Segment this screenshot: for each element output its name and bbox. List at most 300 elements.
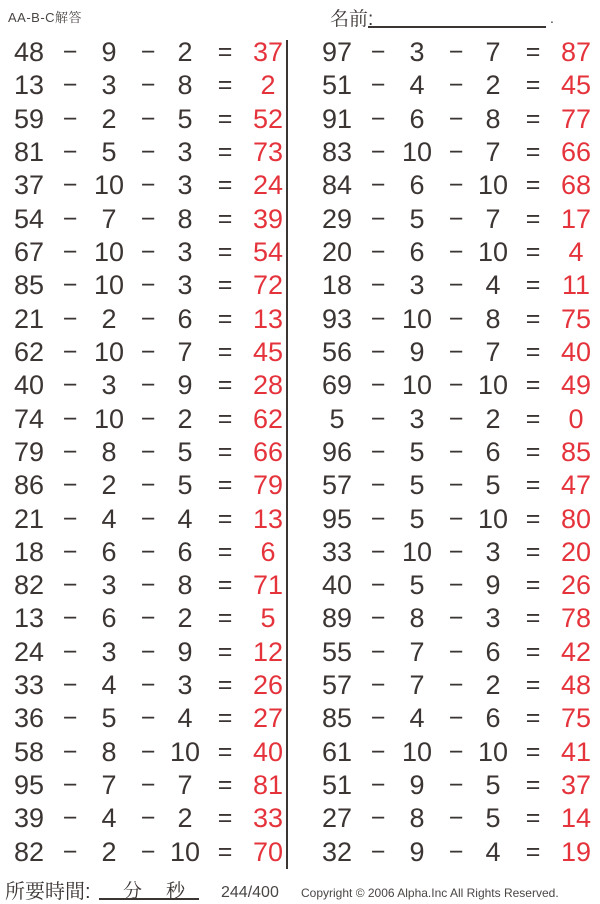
- minus-sign: −: [140, 704, 156, 733]
- minus-sign: −: [448, 704, 464, 733]
- equals-sign: =: [525, 138, 541, 167]
- minuend: 67: [13, 237, 45, 268]
- minus-sign: −: [62, 304, 78, 333]
- minuend: 83: [321, 137, 353, 168]
- page-number: 244/400: [221, 884, 279, 901]
- subtrahend-2: 2: [177, 37, 193, 68]
- subtrahend-1: 2: [101, 470, 117, 501]
- equals-sign: =: [525, 671, 541, 700]
- subtrahend-2: 8: [177, 70, 193, 101]
- minuend: 86: [13, 470, 45, 501]
- subtrahend-2: 7: [485, 37, 501, 68]
- minuend: 81: [13, 137, 45, 168]
- minuend: 57: [321, 670, 353, 701]
- minus-sign: −: [448, 404, 464, 433]
- minuend: 37: [13, 170, 45, 201]
- minus-sign: −: [140, 437, 156, 466]
- equals-sign: =: [525, 637, 541, 666]
- name-label: 名前:: [330, 9, 374, 30]
- minuend: 95: [321, 503, 353, 534]
- minuend: 55: [321, 636, 353, 667]
- minuend: 24: [13, 636, 45, 667]
- subtrahend-1: 3: [409, 270, 425, 301]
- subtrahend-2: 2: [485, 403, 501, 434]
- equals-sign: =: [525, 837, 541, 866]
- minus-sign: −: [370, 637, 386, 666]
- equals-sign: =: [217, 337, 233, 366]
- answer: 4: [568, 237, 584, 268]
- minus-sign: −: [370, 704, 386, 733]
- minus-sign: −: [62, 604, 78, 633]
- subtrahend-1: 5: [101, 703, 117, 734]
- minus-sign: −: [448, 104, 464, 133]
- answer: 26: [252, 670, 284, 701]
- minutes-label: 分: [123, 881, 143, 902]
- minuend: 59: [13, 103, 45, 134]
- subtrahend-1: 4: [101, 803, 117, 834]
- answer: 73: [252, 137, 284, 168]
- equals-sign: =: [525, 404, 541, 433]
- answer: 20: [560, 536, 592, 567]
- equals-sign: =: [525, 271, 541, 300]
- minuend: 32: [321, 836, 353, 867]
- answer: 45: [252, 336, 284, 367]
- subtrahend-1: 10: [401, 736, 433, 767]
- minus-sign: −: [62, 471, 78, 500]
- subtrahend-2: 6: [485, 436, 501, 467]
- minus-sign: −: [448, 38, 464, 67]
- minuend: 29: [321, 203, 353, 234]
- equals-sign: =: [217, 204, 233, 233]
- equals-sign: =: [525, 71, 541, 100]
- minus-sign: −: [62, 404, 78, 433]
- minus-sign: −: [448, 437, 464, 466]
- minuend: 21: [13, 503, 45, 534]
- subtrahend-1: 3: [101, 370, 117, 401]
- subtrahend-2: 5: [177, 103, 193, 134]
- subtrahend-1: 5: [409, 203, 425, 234]
- minus-sign: −: [370, 404, 386, 433]
- minuend: 93: [321, 303, 353, 334]
- minus-sign: −: [370, 238, 386, 267]
- minus-sign: −: [140, 537, 156, 566]
- subtrahend-1: 5: [101, 137, 117, 168]
- name-line-end-mark: .: [550, 10, 554, 26]
- subtrahend-1: 6: [101, 536, 117, 567]
- minuend: 79: [13, 436, 45, 467]
- minuend: 21: [13, 303, 45, 334]
- answer: 66: [560, 137, 592, 168]
- answer: 12: [252, 636, 284, 667]
- subtrahend-2: 4: [177, 503, 193, 534]
- minuend: 85: [13, 270, 45, 301]
- answer: 41: [560, 736, 592, 767]
- subtrahend-1: 3: [409, 403, 425, 434]
- subtrahend-1: 8: [409, 803, 425, 834]
- minus-sign: −: [448, 637, 464, 666]
- problems-column-left: [6, 36, 290, 869]
- minus-sign: −: [62, 704, 78, 733]
- minuend: 82: [13, 570, 45, 601]
- equals-sign: =: [525, 238, 541, 267]
- subtrahend-1: 2: [101, 103, 117, 134]
- minus-sign: −: [62, 804, 78, 833]
- subtrahend-1: 6: [409, 103, 425, 134]
- answer: 71: [252, 570, 284, 601]
- minuend: 51: [321, 770, 353, 801]
- minuend: 58: [13, 736, 45, 767]
- minus-sign: −: [62, 571, 78, 600]
- minus-sign: −: [448, 604, 464, 633]
- subtrahend-1: 4: [101, 503, 117, 534]
- answer: 52: [252, 103, 284, 134]
- subtrahend-2: 3: [177, 237, 193, 268]
- minus-sign: −: [448, 804, 464, 833]
- equals-sign: =: [217, 271, 233, 300]
- subtrahend-2: 2: [177, 803, 193, 834]
- subtrahend-2: 5: [485, 803, 501, 834]
- subtrahend-2: 5: [177, 470, 193, 501]
- minus-sign: −: [62, 138, 78, 167]
- subtrahend-1: 6: [101, 603, 117, 634]
- equals-sign: =: [525, 471, 541, 500]
- minus-sign: −: [370, 71, 386, 100]
- minus-sign: −: [140, 38, 156, 67]
- minuend: 33: [13, 670, 45, 701]
- equals-sign: =: [217, 138, 233, 167]
- equals-sign: =: [525, 204, 541, 233]
- answer: 33: [252, 803, 284, 834]
- equals-sign: =: [217, 671, 233, 700]
- minus-sign: −: [140, 71, 156, 100]
- minus-sign: −: [448, 204, 464, 233]
- answer: 37: [252, 37, 284, 68]
- minus-sign: −: [370, 571, 386, 600]
- subtrahend-1: 8: [409, 603, 425, 634]
- subtrahend-1: 10: [401, 137, 433, 168]
- minus-sign: −: [140, 771, 156, 800]
- minus-sign: −: [370, 271, 386, 300]
- minus-sign: −: [62, 271, 78, 300]
- minus-sign: −: [140, 304, 156, 333]
- answer: 40: [560, 336, 592, 367]
- equals-sign: =: [525, 304, 541, 333]
- subtrahend-2: 4: [485, 270, 501, 301]
- answer: 5: [260, 603, 276, 634]
- minus-sign: −: [140, 671, 156, 700]
- subtrahend-2: 2: [485, 670, 501, 701]
- minus-sign: −: [370, 537, 386, 566]
- minus-sign: −: [448, 671, 464, 700]
- answer: 0: [568, 403, 584, 434]
- subtrahend-1: 4: [409, 70, 425, 101]
- minus-sign: −: [370, 437, 386, 466]
- answer: 17: [560, 203, 592, 234]
- minus-sign: −: [62, 337, 78, 366]
- equals-sign: =: [217, 771, 233, 800]
- subtrahend-2: 4: [177, 703, 193, 734]
- subtrahend-2: 6: [485, 636, 501, 667]
- subtrahend-1: 8: [101, 736, 117, 767]
- answer: 27: [252, 703, 284, 734]
- minus-sign: −: [448, 737, 464, 766]
- minuend: 95: [13, 770, 45, 801]
- minus-sign: −: [448, 171, 464, 200]
- subtrahend-1: 2: [101, 836, 117, 867]
- minus-sign: −: [370, 104, 386, 133]
- minuend: 91: [321, 103, 353, 134]
- answer: 87: [560, 37, 592, 68]
- minus-sign: −: [370, 337, 386, 366]
- minuend: 40: [13, 370, 45, 401]
- answer: 13: [252, 503, 284, 534]
- name-underline: [368, 26, 546, 28]
- minus-sign: −: [140, 204, 156, 233]
- minus-sign: −: [370, 604, 386, 633]
- subtrahend-1: 10: [401, 303, 433, 334]
- minuend: 18: [321, 270, 353, 301]
- subtrahend-2: 10: [477, 237, 509, 268]
- minus-sign: −: [140, 104, 156, 133]
- equals-sign: =: [217, 471, 233, 500]
- equals-sign: =: [217, 38, 233, 67]
- answer: 48: [560, 670, 592, 701]
- equals-sign: =: [525, 537, 541, 566]
- subtrahend-1: 10: [93, 170, 125, 201]
- answer: 19: [560, 836, 592, 867]
- answer: 78: [560, 603, 592, 634]
- answer: 75: [560, 303, 592, 334]
- subtrahend-2: 2: [485, 70, 501, 101]
- subtrahend-2: 5: [485, 470, 501, 501]
- equals-sign: =: [525, 571, 541, 600]
- column-divider-line: [286, 40, 288, 869]
- equals-sign: =: [217, 571, 233, 600]
- subtrahend-2: 9: [177, 636, 193, 667]
- equals-sign: =: [217, 371, 233, 400]
- seconds-label: 秒: [166, 881, 186, 902]
- answer: 2: [260, 70, 276, 101]
- equals-sign: =: [217, 404, 233, 433]
- minuend: 13: [13, 603, 45, 634]
- answer: 75: [560, 703, 592, 734]
- subtrahend-2: 8: [177, 203, 193, 234]
- minus-sign: −: [448, 304, 464, 333]
- subtrahend-1: 3: [101, 570, 117, 601]
- minus-sign: −: [370, 304, 386, 333]
- minuend: 56: [321, 336, 353, 367]
- subtrahend-1: 10: [401, 370, 433, 401]
- answer: 11: [561, 270, 591, 301]
- equals-sign: =: [525, 804, 541, 833]
- subtrahend-2: 8: [485, 303, 501, 334]
- minus-sign: −: [140, 737, 156, 766]
- minus-sign: −: [140, 471, 156, 500]
- minus-sign: −: [62, 737, 78, 766]
- minuend: 5: [329, 403, 345, 434]
- subtrahend-1: 10: [93, 403, 125, 434]
- minuend: 39: [13, 803, 45, 834]
- equals-sign: =: [217, 537, 233, 566]
- equals-sign: =: [217, 437, 233, 466]
- subtrahend-2: 6: [177, 303, 193, 334]
- minus-sign: −: [62, 238, 78, 267]
- minuend: 96: [321, 436, 353, 467]
- subtrahend-2: 5: [485, 770, 501, 801]
- equals-sign: =: [525, 704, 541, 733]
- minus-sign: −: [370, 138, 386, 167]
- answer: 49: [560, 370, 592, 401]
- answer: 54: [252, 237, 284, 268]
- minuend: 40: [321, 570, 353, 601]
- equals-sign: =: [217, 304, 233, 333]
- equals-sign: =: [217, 171, 233, 200]
- minuend: 20: [321, 237, 353, 268]
- equals-sign: =: [525, 437, 541, 466]
- subtrahend-1: 10: [401, 536, 433, 567]
- answer: 14: [560, 803, 592, 834]
- subtrahend-1: 5: [409, 470, 425, 501]
- equals-sign: =: [217, 637, 233, 666]
- minuend: 33: [321, 536, 353, 567]
- minus-sign: −: [140, 637, 156, 666]
- minus-sign: −: [140, 371, 156, 400]
- equals-sign: =: [525, 337, 541, 366]
- subtrahend-2: 3: [485, 603, 501, 634]
- minus-sign: −: [448, 71, 464, 100]
- subtrahend-2: 10: [477, 170, 509, 201]
- minus-sign: −: [370, 371, 386, 400]
- minuend: 51: [321, 70, 353, 101]
- subtrahend-2: 7: [485, 137, 501, 168]
- minus-sign: −: [62, 437, 78, 466]
- subtrahend-2: 5: [177, 436, 193, 467]
- minus-sign: −: [370, 38, 386, 67]
- equals-sign: =: [525, 737, 541, 766]
- subtrahend-1: 7: [101, 203, 117, 234]
- minus-sign: −: [62, 171, 78, 200]
- answer: 42: [560, 636, 592, 667]
- minus-sign: −: [62, 637, 78, 666]
- minus-sign: −: [370, 737, 386, 766]
- subtrahend-1: 9: [409, 336, 425, 367]
- minus-sign: −: [448, 371, 464, 400]
- answer: 40: [252, 736, 284, 767]
- minuend: 61: [321, 736, 353, 767]
- subtrahend-1: 8: [101, 436, 117, 467]
- minuend: 69: [321, 370, 353, 401]
- minuend: 82: [13, 836, 45, 867]
- minus-sign: −: [140, 837, 156, 866]
- subtrahend-1: 9: [409, 836, 425, 867]
- equals-sign: =: [217, 604, 233, 633]
- subtrahend-1: 9: [101, 37, 117, 68]
- subtrahend-2: 7: [485, 203, 501, 234]
- subtrahend-1: 7: [409, 670, 425, 701]
- minus-sign: −: [140, 804, 156, 833]
- minus-sign: −: [62, 371, 78, 400]
- subtrahend-1: 5: [409, 503, 425, 534]
- subtrahend-2: 10: [169, 836, 201, 867]
- minus-sign: −: [370, 471, 386, 500]
- minuend: 48: [13, 37, 45, 68]
- minus-sign: −: [140, 171, 156, 200]
- subtrahend-2: 2: [177, 403, 193, 434]
- answer: 79: [252, 470, 284, 501]
- answer: 47: [560, 470, 592, 501]
- minus-sign: −: [62, 71, 78, 100]
- equals-sign: =: [217, 238, 233, 267]
- subtrahend-1: 4: [409, 703, 425, 734]
- minuend: 57: [321, 470, 353, 501]
- minus-sign: −: [140, 138, 156, 167]
- minus-sign: −: [448, 471, 464, 500]
- subtrahend-2: 3: [177, 137, 193, 168]
- subtrahend-1: 7: [101, 770, 117, 801]
- minus-sign: −: [370, 771, 386, 800]
- equals-sign: =: [217, 71, 233, 100]
- minus-sign: −: [140, 404, 156, 433]
- minus-sign: −: [62, 671, 78, 700]
- subtrahend-1: 3: [409, 37, 425, 68]
- answer: 68: [560, 170, 592, 201]
- minus-sign: −: [140, 604, 156, 633]
- equals-sign: =: [217, 837, 233, 866]
- minus-sign: −: [140, 571, 156, 600]
- subtrahend-2: 10: [477, 503, 509, 534]
- subtrahend-2: 9: [177, 370, 193, 401]
- minus-sign: −: [448, 138, 464, 167]
- subtrahend-1: 4: [101, 670, 117, 701]
- subtrahend-1: 6: [409, 170, 425, 201]
- answer: 80: [560, 503, 592, 534]
- subtrahend-1: 3: [101, 70, 117, 101]
- answer: 6: [260, 536, 276, 567]
- minus-sign: −: [140, 504, 156, 533]
- minuend: 18: [13, 536, 45, 567]
- answer: 24: [252, 170, 284, 201]
- sheet-code-label: AA-B-C解答: [8, 10, 83, 25]
- equals-sign: =: [525, 604, 541, 633]
- minus-sign: −: [448, 771, 464, 800]
- subtrahend-2: 8: [485, 103, 501, 134]
- subtrahend-2: 6: [485, 703, 501, 734]
- minus-sign: −: [370, 671, 386, 700]
- minuend: 74: [13, 403, 45, 434]
- equals-sign: =: [525, 104, 541, 133]
- time-required-label: 所要時間:: [5, 881, 91, 903]
- equals-sign: =: [525, 771, 541, 800]
- equals-sign: =: [217, 804, 233, 833]
- subtrahend-1: 10: [93, 336, 125, 367]
- minuend: 13: [13, 70, 45, 101]
- subtrahend-2: 7: [177, 770, 193, 801]
- subtrahend-2: 10: [477, 736, 509, 767]
- minus-sign: −: [370, 171, 386, 200]
- subtrahend-2: 10: [477, 370, 509, 401]
- answer: 77: [560, 103, 592, 134]
- subtrahend-2: 2: [177, 603, 193, 634]
- answer: 37: [560, 770, 592, 801]
- minus-sign: −: [448, 571, 464, 600]
- minus-sign: −: [448, 837, 464, 866]
- minuend: 36: [13, 703, 45, 734]
- minus-sign: −: [62, 504, 78, 533]
- minus-sign: −: [62, 204, 78, 233]
- subtrahend-2: 10: [169, 736, 201, 767]
- equals-sign: =: [217, 504, 233, 533]
- minus-sign: −: [62, 771, 78, 800]
